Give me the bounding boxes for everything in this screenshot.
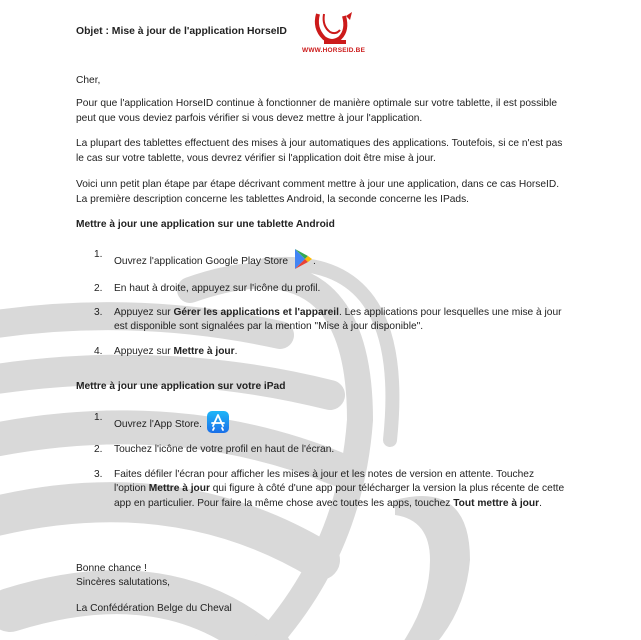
paragraph-3: Voici unn petit plan étape par étape décrivant comment mettre à jour une application, dans ce cas HorseID. La première description concerne les tablettes Android, la seconde concerne les IPads.: [76, 179, 560, 205]
closing-line-1: Bonne chance !: [76, 563, 147, 574]
list-item: 2. En haut à droite, appuyez sur l'icône du profil.: [94, 283, 321, 294]
logo-url: WWW.HORSEID.BE: [302, 47, 366, 54]
ipad-heading: Mettre à jour une application sur votre iPad: [76, 381, 286, 392]
list-item: 1. Ouvrez l'App Store.: [76, 411, 568, 433]
paragraph-2: La plupart des tablettes effectuent des mises à jour automatiques des applications. Toutefois, si ce n'est pas le cas sur votre tablette, vous devrez vérifier si l'application doit être mise à jour.: [76, 138, 563, 164]
subject-line: Objet : Mise à jour de l'application HorseID: [76, 26, 287, 37]
android-heading: Mettre à jour une application sur une tablette Android: [76, 219, 335, 230]
list-item: 1. Ouvrez l'application Google Play Store .: [76, 248, 568, 270]
closing-line-2: Sincères salutations,: [76, 577, 171, 588]
signature: La Confédération Belge du Cheval: [76, 603, 232, 614]
greeting: Cher,: [76, 75, 101, 86]
list-item: 2. Touchez l'icône de votre profil en haut de l'écran.: [94, 444, 335, 455]
app-store-icon: [207, 411, 229, 433]
google-play-icon: [293, 248, 313, 270]
paragraph-1: Pour que l'application HorseID continue à fonctionner de manière optimale sur votre tablette, il est possible peut que vous deviez parfois vérifier si vous devez mettre à jour l'application.: [76, 98, 558, 124]
ipad-steps: [76, 411, 568, 511]
list-item: 3. Appuyez sur Gérer les applications et l'appareil. Les applications pour lesquelles une mise à jour est disponible sont signalées par la mention "Mise à jour disponible".: [94, 306, 562, 332]
android-steps: [76, 248, 568, 359]
list-item: 3. Faites défiler l'écran pour afficher les mises à jour et les notes de version en attente. Touchez l'option Mettre à jour qui figure à côté d'une app pour télécharger la version la plus récente de cette app en particulier. Pour faire la même chose avec toutes les apps, touchez Tout mettre à jour.: [94, 468, 565, 509]
list-item: 4. Appuyez sur Mettre à jour.: [94, 345, 238, 357]
